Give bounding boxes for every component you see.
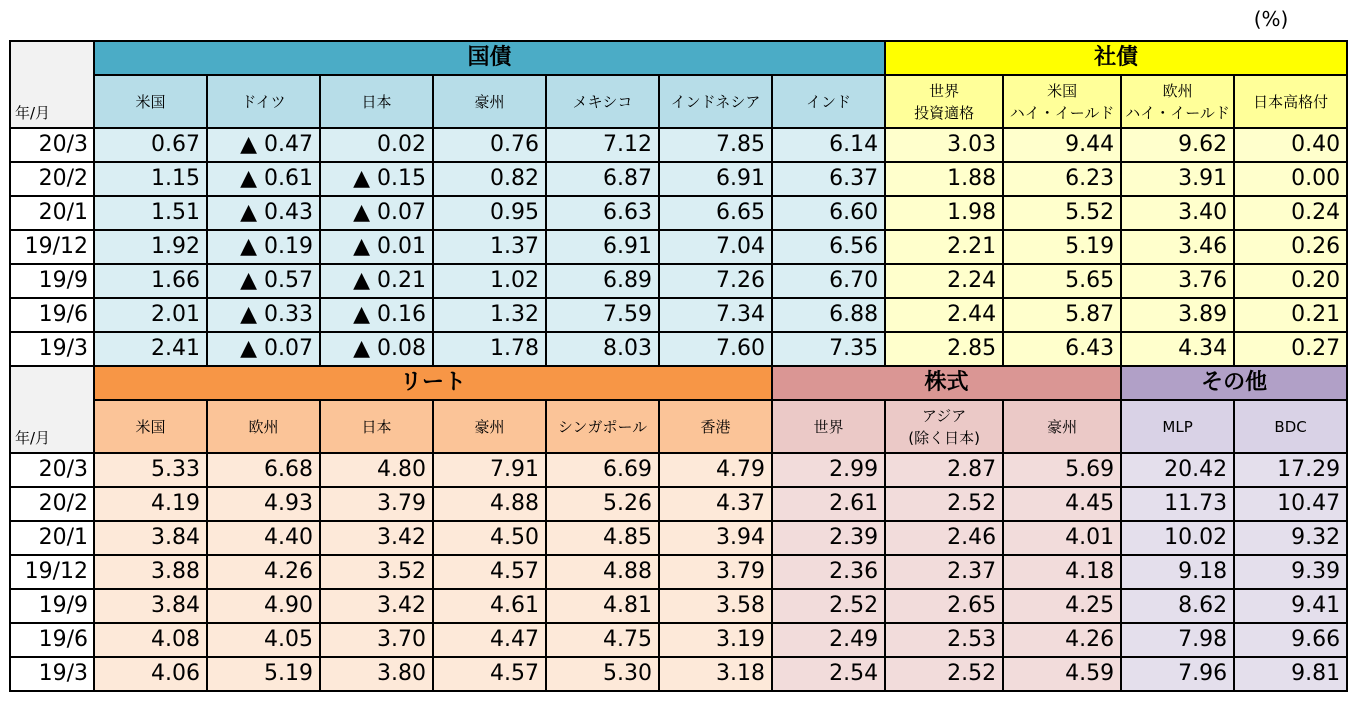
value-cell: 4.81 — [546, 589, 659, 623]
value-cell: 4.88 — [433, 487, 546, 521]
value-cell: 1.32 — [433, 298, 546, 332]
value-cell: ▲ 0.19 — [207, 230, 320, 264]
year-month-cell: 20/2 — [10, 487, 94, 521]
value-cell: 3.89 — [1121, 298, 1234, 332]
table-row — [10, 623, 1347, 657]
value-cell: ▲ 0.47 — [207, 128, 320, 162]
value-cell: 0.40 — [1234, 128, 1347, 162]
value-cell: 6.70 — [772, 264, 885, 298]
value-cell: 4.26 — [1003, 623, 1121, 657]
value-cell: 4.25 — [1003, 589, 1121, 623]
value-cell: 6.89 — [546, 264, 659, 298]
value-cell: 8.03 — [546, 332, 659, 366]
value-cell: 2.44 — [885, 298, 1003, 332]
value-cell: ▲ 0.57 — [207, 264, 320, 298]
value-cell: 3.84 — [94, 521, 207, 555]
value-cell: 2.37 — [885, 555, 1003, 589]
value-cell: 9.44 — [1003, 128, 1121, 162]
year-month-cell: 19/6 — [10, 623, 94, 657]
table-row — [10, 521, 1347, 555]
value-cell: 2.99 — [772, 453, 885, 487]
value-cell: 4.80 — [320, 453, 433, 487]
corner-cell: 年/月 — [10, 366, 94, 453]
value-cell: 2.01 — [94, 298, 207, 332]
value-cell: 3.46 — [1121, 230, 1234, 264]
group-header-bonds: 国債 — [94, 41, 885, 75]
column-header: 米国 — [94, 75, 207, 128]
value-cell: 10.47 — [1234, 487, 1347, 521]
value-cell: 9.66 — [1234, 623, 1347, 657]
value-cell: 2.54 — [772, 657, 885, 691]
value-cell: 9.32 — [1234, 521, 1347, 555]
value-cell: 7.04 — [659, 230, 772, 264]
value-cell: 3.79 — [659, 555, 772, 589]
value-cell: 3.42 — [320, 521, 433, 555]
column-header: 世界 — [772, 400, 885, 453]
year-month-cell: 19/3 — [10, 657, 94, 691]
column-header-line: 投資適格 — [914, 103, 975, 122]
value-cell: 8.62 — [1121, 589, 1234, 623]
value-cell: 1.88 — [885, 162, 1003, 196]
value-cell: 3.19 — [659, 623, 772, 657]
value-cell: 0.95 — [433, 196, 546, 230]
column-header-line: (除く日本) — [908, 428, 980, 447]
value-cell: 5.26 — [546, 487, 659, 521]
year-month-cell: 19/9 — [10, 589, 94, 623]
value-cell: 5.65 — [1003, 264, 1121, 298]
value-cell: 5.30 — [546, 657, 659, 691]
column-header-line: 欧州 — [1162, 81, 1193, 100]
value-cell: 9.62 — [1121, 128, 1234, 162]
value-cell: 2.61 — [772, 487, 885, 521]
value-cell: 0.82 — [433, 162, 546, 196]
value-cell: 5.19 — [1003, 230, 1121, 264]
value-cell: 6.37 — [772, 162, 885, 196]
value-cell: 6.14 — [772, 128, 885, 162]
table-row — [10, 196, 1347, 230]
column-header-line: 世界 — [929, 81, 960, 100]
column-header: 香港 — [659, 400, 772, 453]
table-row — [10, 264, 1347, 298]
column-header: 欧州 — [207, 400, 320, 453]
value-cell: ▲ 0.43 — [207, 196, 320, 230]
value-cell: 4.01 — [1003, 521, 1121, 555]
value-cell: 1.02 — [433, 264, 546, 298]
value-cell: 10.02 — [1121, 521, 1234, 555]
table-row — [10, 555, 1347, 589]
value-cell: 5.19 — [207, 657, 320, 691]
table-row — [10, 128, 1347, 162]
value-cell: 6.23 — [1003, 162, 1121, 196]
column-header: ドイツ — [207, 75, 320, 128]
value-cell: 2.39 — [772, 521, 885, 555]
value-cell: 9.39 — [1234, 555, 1347, 589]
column-header — [885, 400, 1003, 453]
value-cell: 4.34 — [1121, 332, 1234, 366]
value-cell: 2.49 — [772, 623, 885, 657]
value-cell: 9.18 — [1121, 555, 1234, 589]
value-cell: 4.93 — [207, 487, 320, 521]
value-cell: 4.79 — [659, 453, 772, 487]
value-cell: 2.85 — [885, 332, 1003, 366]
value-cell: 4.57 — [433, 555, 546, 589]
value-cell: 1.98 — [885, 196, 1003, 230]
column-header: MLP — [1121, 400, 1234, 453]
column-header-line: 米国 — [1047, 81, 1078, 100]
value-cell: 7.91 — [433, 453, 546, 487]
value-cell: 3.70 — [320, 623, 433, 657]
value-cell: 4.85 — [546, 521, 659, 555]
value-cell: 4.61 — [433, 589, 546, 623]
value-cell: 7.85 — [659, 128, 772, 162]
value-cell: 4.26 — [207, 555, 320, 589]
value-cell: 4.18 — [1003, 555, 1121, 589]
column-header-line: ハイ・イールド — [1009, 103, 1115, 122]
value-cell: 0.02 — [320, 128, 433, 162]
column-header: インドネシア — [659, 75, 772, 128]
table-row — [10, 487, 1347, 521]
value-cell: 6.63 — [546, 196, 659, 230]
value-cell: 4.50 — [433, 521, 546, 555]
value-cell: 0.76 — [433, 128, 546, 162]
value-cell: 2.52 — [885, 487, 1003, 521]
yield-table — [9, 40, 1348, 692]
value-cell: 4.05 — [207, 623, 320, 657]
value-cell: 3.84 — [94, 589, 207, 623]
value-cell: 1.15 — [94, 162, 207, 196]
value-cell: ▲ 0.08 — [320, 332, 433, 366]
value-cell: 2.21 — [885, 230, 1003, 264]
value-cell: 1.51 — [94, 196, 207, 230]
column-header — [1121, 75, 1234, 128]
year-month-cell: 19/3 — [10, 332, 94, 366]
value-cell: 1.92 — [94, 230, 207, 264]
group-header-other: その他 — [1121, 366, 1347, 400]
value-cell: 3.80 — [320, 657, 433, 691]
value-cell: 0.20 — [1234, 264, 1347, 298]
table-row — [10, 162, 1347, 196]
table-row — [10, 298, 1347, 332]
value-cell: 7.12 — [546, 128, 659, 162]
column-header: 日本 — [320, 75, 433, 128]
value-cell: 3.42 — [320, 589, 433, 623]
column-header-row — [10, 75, 1347, 128]
value-cell: 6.68 — [207, 453, 320, 487]
value-cell: ▲ 0.07 — [320, 196, 433, 230]
value-cell: 3.94 — [659, 521, 772, 555]
value-cell: 7.60 — [659, 332, 772, 366]
value-cell: 7.59 — [546, 298, 659, 332]
value-cell: 2.46 — [885, 521, 1003, 555]
value-cell: 7.96 — [1121, 657, 1234, 691]
value-cell: 3.88 — [94, 555, 207, 589]
column-header — [885, 75, 1003, 128]
year-month-cell: 19/6 — [10, 298, 94, 332]
value-cell: 5.87 — [1003, 298, 1121, 332]
value-cell: ▲ 0.01 — [320, 230, 433, 264]
value-cell: ▲ 0.15 — [320, 162, 433, 196]
value-cell: 6.88 — [772, 298, 885, 332]
table-row — [10, 657, 1347, 691]
column-header — [1003, 75, 1121, 128]
value-cell: 3.52 — [320, 555, 433, 589]
value-cell: 4.19 — [94, 487, 207, 521]
value-cell: 0.21 — [1234, 298, 1347, 332]
value-cell: 0.00 — [1234, 162, 1347, 196]
value-cell: 1.78 — [433, 332, 546, 366]
column-header: BDC — [1234, 400, 1347, 453]
column-header: 日本 — [320, 400, 433, 453]
column-header: シンガポール — [546, 400, 659, 453]
group-row — [10, 41, 1347, 75]
value-cell: 4.47 — [433, 623, 546, 657]
value-cell: 2.41 — [94, 332, 207, 366]
value-cell: 3.58 — [659, 589, 772, 623]
value-cell: 4.88 — [546, 555, 659, 589]
value-cell: 4.75 — [546, 623, 659, 657]
column-header: インド — [772, 75, 885, 128]
year-month-cell: 19/12 — [10, 555, 94, 589]
year-month-cell: 20/1 — [10, 521, 94, 555]
value-cell: 6.43 — [1003, 332, 1121, 366]
value-cell: 1.37 — [433, 230, 546, 264]
value-cell: 17.29 — [1234, 453, 1347, 487]
value-cell: ▲ 0.61 — [207, 162, 320, 196]
value-cell: 6.56 — [772, 230, 885, 264]
value-cell: ▲ 0.07 — [207, 332, 320, 366]
value-cell: 1.66 — [94, 264, 207, 298]
table-row — [10, 453, 1347, 487]
value-cell: 2.65 — [885, 589, 1003, 623]
value-cell: 11.73 — [1121, 487, 1234, 521]
value-cell: 2.87 — [885, 453, 1003, 487]
column-header: メキシコ — [546, 75, 659, 128]
value-cell: 6.60 — [772, 196, 885, 230]
column-header: 豪州 — [433, 400, 546, 453]
value-cell: 5.33 — [94, 453, 207, 487]
column-header: 豪州 — [433, 75, 546, 128]
value-cell: 6.69 — [546, 453, 659, 487]
value-cell: 3.40 — [1121, 196, 1234, 230]
group-row — [10, 366, 1347, 400]
column-header: 日本高格付 — [1234, 75, 1347, 128]
value-cell: 4.40 — [207, 521, 320, 555]
value-cell: 3.76 — [1121, 264, 1234, 298]
value-cell: 6.65 — [659, 196, 772, 230]
value-cell: 2.53 — [885, 623, 1003, 657]
table-row — [10, 589, 1347, 623]
value-cell: 3.18 — [659, 657, 772, 691]
value-cell: 2.52 — [772, 589, 885, 623]
year-month-cell: 20/1 — [10, 196, 94, 230]
value-cell: 0.24 — [1234, 196, 1347, 230]
value-cell: 4.08 — [94, 623, 207, 657]
group-header-reit: リート — [94, 366, 772, 400]
column-header-row — [10, 400, 1347, 453]
value-cell: 4.45 — [1003, 487, 1121, 521]
year-month-cell: 19/9 — [10, 264, 94, 298]
value-cell: 5.69 — [1003, 453, 1121, 487]
value-cell: 0.27 — [1234, 332, 1347, 366]
value-cell: 3.03 — [885, 128, 1003, 162]
value-cell: 20.42 — [1121, 453, 1234, 487]
value-cell: ▲ 0.21 — [320, 264, 433, 298]
value-cell: 2.52 — [885, 657, 1003, 691]
value-cell: 2.24 — [885, 264, 1003, 298]
value-cell: 2.36 — [772, 555, 885, 589]
column-header-line: アジア — [921, 406, 967, 425]
value-cell: 6.87 — [546, 162, 659, 196]
value-cell: 0.26 — [1234, 230, 1347, 264]
column-header-line: ハイ・イールド — [1125, 103, 1230, 122]
value-cell: 4.59 — [1003, 657, 1121, 691]
corner-cell: 年/月 — [10, 41, 94, 128]
value-cell: 7.26 — [659, 264, 772, 298]
year-month-cell: 20/3 — [10, 128, 94, 162]
column-header: 米国 — [94, 400, 207, 453]
year-month-cell: 19/12 — [10, 230, 94, 264]
value-cell: 9.41 — [1234, 589, 1347, 623]
value-cell: ▲ 0.33 — [207, 298, 320, 332]
value-cell: 6.91 — [659, 162, 772, 196]
value-cell: 5.52 — [1003, 196, 1121, 230]
value-cell: 0.67 — [94, 128, 207, 162]
column-header: 豪州 — [1003, 400, 1121, 453]
value-cell: 3.91 — [1121, 162, 1234, 196]
group-header-stocks: 株式 — [772, 366, 1121, 400]
table-row — [10, 230, 1347, 264]
value-cell: 4.06 — [94, 657, 207, 691]
value-cell: 4.57 — [433, 657, 546, 691]
value-cell: 3.79 — [320, 487, 433, 521]
value-cell: 7.34 — [659, 298, 772, 332]
value-cell: 7.35 — [772, 332, 885, 366]
group-header-corporate: 社債 — [885, 41, 1347, 75]
value-cell: ▲ 0.16 — [320, 298, 433, 332]
value-cell: 7.98 — [1121, 623, 1234, 657]
table-row — [10, 332, 1347, 366]
year-month-cell: 20/3 — [10, 453, 94, 487]
value-cell: 4.90 — [207, 589, 320, 623]
year-month-cell: 20/2 — [10, 162, 94, 196]
value-cell: 6.91 — [546, 230, 659, 264]
value-cell: 9.81 — [1234, 657, 1347, 691]
unit-label: (%) — [1253, 7, 1289, 31]
value-cell: 4.37 — [659, 487, 772, 521]
